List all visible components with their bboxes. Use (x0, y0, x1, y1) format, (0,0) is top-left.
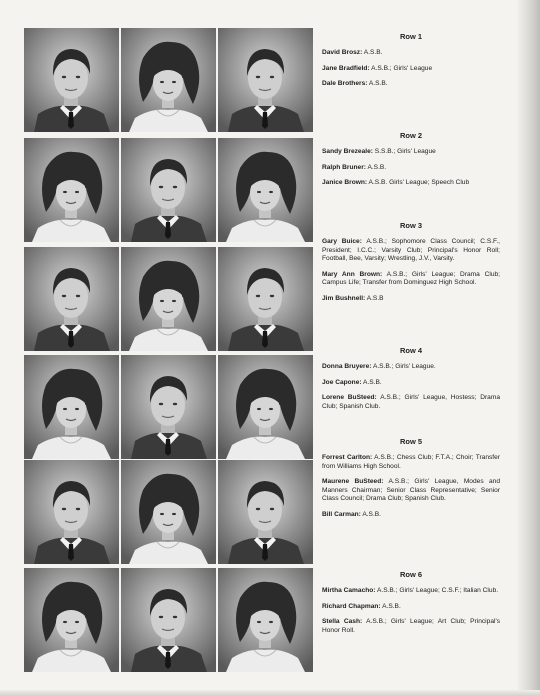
row-5-block (322, 437, 500, 527)
student-activities: A.S.B.; Girls' League, Modes and Manners Chairman; Senior Class Representative; Senior Class Council; Drama Club; Spanish Club. (322, 478, 501, 503)
row-title: Row 3 (399, 221, 423, 230)
student-portrait (121, 28, 216, 132)
row-1-block (322, 32, 500, 96)
row-title: Row 6 (399, 570, 423, 579)
row-title: Row 5 (399, 437, 423, 446)
row-6-block (322, 570, 500, 642)
student-activities: A.S.B. (363, 378, 382, 386)
row-title: Row 4 (399, 346, 423, 355)
student-portrait (218, 460, 313, 564)
portrait-row (24, 460, 314, 564)
portrait-row (24, 138, 314, 242)
student-entry (322, 238, 500, 264)
student-name: Mirtha Camacho: (322, 587, 376, 594)
student-name: Donna Bruyere: (322, 363, 372, 370)
student-activities: A.S.B.; Girls' League, Hostess; Drama Club; Spanish Club. (322, 394, 501, 410)
student-entry (322, 363, 500, 372)
student-name: Richard Chapman: (322, 602, 381, 610)
student-portrait (121, 460, 216, 564)
student-portrait (218, 355, 313, 459)
student-name: Stella Cash: (322, 618, 363, 626)
student-entry (322, 587, 500, 596)
portrait-row (24, 28, 314, 132)
row-3-block (322, 221, 500, 311)
student-entry (322, 394, 500, 411)
student-entry (322, 164, 500, 173)
row-2-block (322, 131, 500, 195)
student-entry (322, 80, 500, 89)
student-entry (322, 49, 500, 58)
page-bottom-edge (0, 690, 540, 696)
student-name: David Brosz: (322, 49, 363, 56)
student-portrait (121, 568, 216, 672)
student-name: Sandy Brezeale: (322, 148, 373, 155)
student-activities: S.S.B.; Girls' League (374, 148, 436, 155)
student-entry (322, 295, 500, 304)
portrait-row (24, 568, 314, 672)
student-entry (322, 379, 500, 388)
student-name: Ralph Bruner: (322, 163, 366, 171)
student-name: Lorene BuSteed: (322, 394, 377, 402)
student-portrait (24, 28, 119, 132)
student-portrait (218, 28, 313, 132)
student-entry (322, 478, 500, 504)
student-activities: A.S.B.; Chess Club; F.T.A.; Choir; Transfer from Williams High School. (322, 454, 500, 470)
page-binding-shadow (518, 0, 540, 696)
row-title: Row 1 (399, 32, 423, 41)
student-portrait (24, 138, 119, 242)
student-name: Forrest Carlton: (322, 454, 373, 461)
student-portrait (24, 460, 119, 564)
student-activities: A.S.B.; Girls' League; C.S.F.; Italian Club. (376, 587, 499, 594)
student-name: Joe Capone: (322, 378, 362, 386)
student-activities: A.S.B. (363, 49, 383, 56)
student-name: Jane Bradfield: (322, 64, 370, 72)
student-portrait (121, 138, 216, 242)
student-portrait (24, 568, 119, 672)
student-activities: A.S.B.; Girls' League; Drama Club; Campus Life; Transfer from Dominguez High School. (322, 270, 500, 287)
student-portrait (218, 138, 313, 242)
student-activities: A.S.B (366, 294, 384, 302)
student-activities: A.S.B.; Girls' League; Art Club; Principal's Honor Roll. (322, 618, 501, 634)
student-entry (322, 618, 500, 635)
student-activities: A.S.B. Girls' League; Speech Club (368, 179, 470, 187)
student-entry (322, 148, 500, 157)
student-name: Dale Brothers: (322, 80, 368, 88)
student-portrait (24, 355, 119, 459)
student-name: Bill Carman: (322, 510, 361, 518)
student-portrait (218, 247, 313, 351)
student-entry (322, 65, 500, 74)
student-entry (322, 511, 500, 520)
student-activities: A.S.B. (367, 163, 387, 171)
row-title: Row 2 (399, 131, 423, 140)
student-portrait (218, 568, 313, 672)
student-name: Jim Bushnell: (322, 294, 366, 302)
student-entry (322, 603, 500, 612)
student-activities: A.S.B. (362, 510, 382, 518)
portrait-row (24, 355, 314, 459)
student-entry (322, 179, 500, 188)
student-name: Maurene BuSteed: (322, 478, 384, 486)
student-name: Mary Ann Brown: (322, 270, 383, 278)
student-entry (322, 454, 500, 471)
student-portrait (121, 247, 216, 351)
row-4-block (322, 346, 500, 418)
portrait-row (24, 247, 314, 351)
student-portrait (24, 247, 119, 351)
student-portrait (121, 355, 216, 459)
student-activities: A.S.B.; Girls' League. (372, 363, 436, 370)
student-entry (322, 271, 500, 288)
student-name: Gary Buice: (322, 238, 362, 245)
student-activities: A.S.B. (368, 80, 388, 88)
student-activities: A.S.B. (382, 602, 401, 610)
student-name: Janice Brown: (322, 179, 368, 187)
student-activities: A.S.B.; Sophomore Class Council; C.S.F., President; I.C.C.; Varsity Club; Principal's Honor Roll; Football, Bee, Varsity; Wrestling, J.V., Varsity. (322, 238, 501, 263)
student-activities: A.S.B.; Girls' League (371, 64, 433, 72)
